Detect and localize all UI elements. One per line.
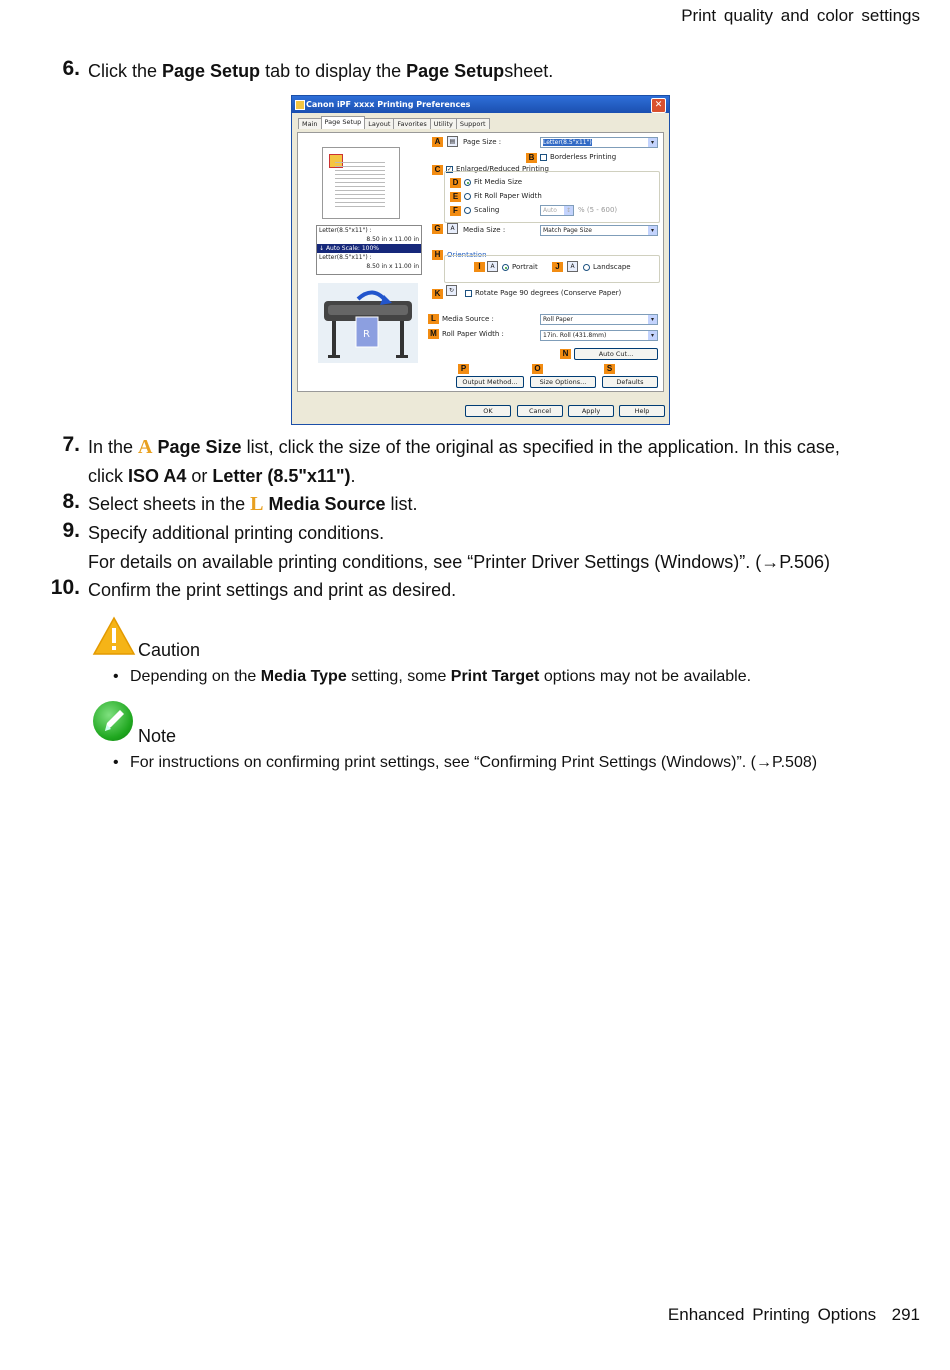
warning-triangle-icon bbox=[92, 616, 136, 656]
step-9-text: Specify additional printing conditions. For details on available printing conditions, see “Printer Driver Settings (Windows)”. (→P.506) bbox=[88, 523, 830, 572]
landscape-icon: A bbox=[567, 261, 578, 272]
marker-c: C bbox=[432, 165, 443, 175]
scaling-input[interactable]: Auto ↕ bbox=[540, 205, 574, 216]
rotate-label: Rotate Page 90 degrees (Conserve Paper) bbox=[475, 289, 622, 297]
tab-page-setup[interactable]: Page Setup bbox=[321, 116, 366, 129]
paper-preview bbox=[322, 147, 400, 219]
marker-e: E bbox=[450, 192, 461, 202]
step-number: 9. bbox=[62, 519, 80, 542]
close-icon[interactable]: ✕ bbox=[651, 98, 666, 113]
marker-d: D bbox=[450, 178, 461, 188]
marker-p: P bbox=[458, 364, 469, 374]
size-info-box: Letter(8.5"x11") : 8.50 in x 11.00 in ↓ Auto Scale: 100% Letter(8.5"x11") : 8.50 in x 11.00 in bbox=[316, 225, 422, 275]
marker-a: A bbox=[432, 137, 443, 147]
marker-o: O bbox=[532, 364, 543, 374]
help-button[interactable]: Help bbox=[619, 405, 665, 417]
rotate-checkbox[interactable] bbox=[465, 290, 472, 297]
orientation-label: Orientation bbox=[447, 251, 487, 259]
step-number: 7. bbox=[62, 433, 80, 456]
page-size-select[interactable]: Letter(8.5"x11") ▾ bbox=[540, 137, 658, 148]
landscape-label: Landscape bbox=[593, 263, 631, 271]
step-number: 10. bbox=[50, 576, 80, 599]
step-10-text: Confirm the print settings and print as desired. bbox=[88, 580, 457, 600]
spinner-icon: ↕ bbox=[565, 207, 572, 214]
step-7-text: In the A Page Size list, click the size of the original as specified in the application. In this case, click ISO A4 or Letter (8.5"x11"). bbox=[88, 436, 840, 486]
running-footer: Enhanced Printing Options 291 bbox=[667, 1305, 920, 1324]
marker-b: B bbox=[526, 153, 537, 163]
borderless-label: Borderless Printing bbox=[550, 153, 617, 161]
defaults-button[interactable]: Defaults bbox=[602, 376, 658, 388]
rotate-icon: ↻ bbox=[446, 285, 457, 296]
svg-text:R: R bbox=[363, 329, 370, 340]
portrait-icon: A bbox=[487, 261, 498, 272]
apply-button[interactable]: Apply bbox=[568, 405, 614, 417]
media-size-select[interactable]: Match Page Size ▾ bbox=[540, 225, 658, 236]
dialog-title-bar bbox=[292, 96, 669, 113]
borderless-checkbox[interactable] bbox=[540, 154, 547, 161]
page-setup-panel bbox=[297, 132, 664, 392]
media-source-select[interactable]: Roll Paper ▾ bbox=[540, 314, 658, 325]
media-size-icon: A bbox=[447, 223, 458, 234]
marker-l: L bbox=[428, 314, 439, 324]
caution-title: Caution bbox=[138, 640, 201, 660]
marker-g: G bbox=[432, 224, 443, 234]
step-number: 6. bbox=[62, 57, 80, 80]
tab-utility[interactable]: Utility bbox=[430, 118, 457, 129]
portrait-radio[interactable] bbox=[502, 264, 509, 271]
tab-layout[interactable]: Layout bbox=[364, 118, 394, 129]
auto-cut-button[interactable]: Auto Cut... bbox=[574, 348, 658, 360]
page-size-icon: ▤ bbox=[447, 136, 458, 147]
marker-k: K bbox=[432, 289, 443, 299]
fit-media-label: Fit Media Size bbox=[474, 178, 523, 186]
media-source-label: Media Source : bbox=[442, 315, 494, 323]
enlarged-label: Enlarged/Reduced Printing bbox=[456, 165, 549, 173]
preview-area bbox=[308, 141, 418, 365]
roll-width-select[interactable]: 17in. Roll (431.8mm) ▾ bbox=[540, 330, 658, 341]
chevron-down-icon: ▾ bbox=[648, 331, 657, 340]
chevron-down-icon: ▾ bbox=[648, 226, 657, 235]
tab-favorites[interactable]: Favorites bbox=[393, 118, 430, 129]
dialog-tabs bbox=[298, 118, 489, 131]
portrait-label: Portrait bbox=[512, 263, 538, 271]
output-method-button[interactable]: Output Method... bbox=[456, 376, 524, 388]
arrow-down-icon: ↓ bbox=[319, 245, 326, 252]
scaling-radio[interactable] bbox=[464, 207, 471, 214]
marker-f: F bbox=[450, 206, 461, 216]
caution-item: • Depending on the Media Type setting, some Print Target options may not be available. bbox=[113, 668, 752, 685]
tab-main[interactable]: Main bbox=[298, 118, 322, 129]
page-number: 291 bbox=[891, 1305, 920, 1324]
marker-i: I bbox=[474, 262, 485, 272]
roll-width-label: Roll Paper Width : bbox=[442, 330, 504, 338]
running-header: Print quality and color settings bbox=[681, 6, 920, 25]
page-size-label: Page Size : bbox=[463, 138, 502, 146]
marker-j: J bbox=[552, 262, 563, 272]
chevron-down-icon: ▾ bbox=[648, 138, 657, 147]
note-item: • For instructions on confirming print settings, see “Confirming Print Settings (Windows)”. (→P.508) bbox=[113, 754, 818, 771]
dialog-title: Canon iPF xxxx Printing Preferences bbox=[306, 100, 471, 109]
cancel-button[interactable]: Cancel bbox=[517, 405, 563, 417]
tab-support[interactable]: Support bbox=[456, 118, 490, 129]
step-8-text: Select sheets in the L Media Source list. bbox=[88, 493, 418, 515]
printing-preferences-dialog bbox=[291, 95, 670, 425]
step-6-text: Click the Page Setup tab to display the Page Setupsheet. bbox=[88, 61, 554, 81]
marker-s: S bbox=[604, 364, 615, 374]
fit-roll-radio[interactable] bbox=[464, 193, 471, 200]
fit-media-radio[interactable] bbox=[464, 179, 471, 186]
fit-roll-label: Fit Roll Paper Width bbox=[474, 192, 542, 200]
printer-illustration-icon bbox=[318, 283, 418, 363]
ok-button[interactable]: OK bbox=[465, 405, 511, 417]
media-size-label: Media Size : bbox=[463, 226, 506, 234]
marker-m: M bbox=[428, 329, 439, 339]
marker-n: N bbox=[560, 349, 571, 359]
size-options-button[interactable]: Size Options... bbox=[530, 376, 596, 388]
enlarged-checkbox[interactable]: ✓ bbox=[447, 166, 453, 173]
landscape-radio[interactable] bbox=[583, 264, 590, 271]
pencil-note-icon bbox=[93, 701, 133, 741]
scaling-range: % (5 - 600) bbox=[578, 206, 618, 214]
chevron-down-icon: ▾ bbox=[648, 315, 657, 324]
printer-app-icon bbox=[295, 100, 305, 110]
note-title: Note bbox=[138, 726, 177, 746]
scaling-label: Scaling bbox=[474, 206, 500, 214]
step-number: 8. bbox=[62, 490, 80, 513]
marker-h: H bbox=[432, 250, 443, 260]
